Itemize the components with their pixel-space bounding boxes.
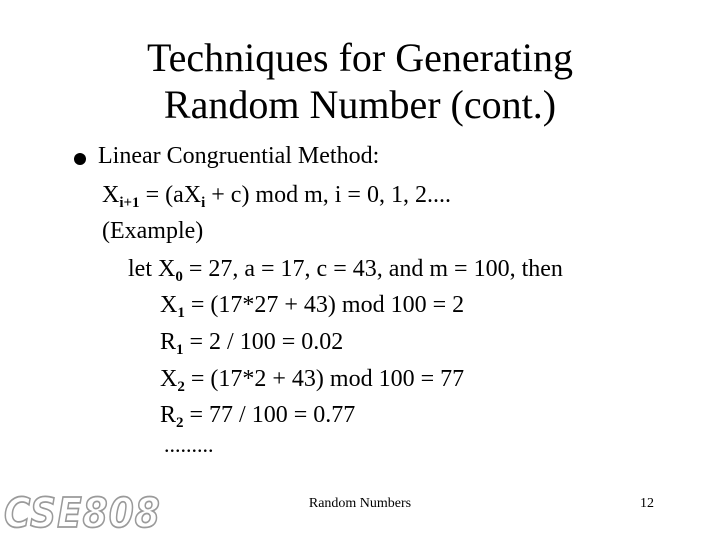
formula-sub-next: i+1 xyxy=(119,195,140,211)
step-text: = 2 / 100 = 0.02 xyxy=(183,329,344,355)
step-line-2 xyxy=(160,329,343,356)
formula-rest: + c) mod m, i = 0, 1, 2.... xyxy=(205,182,451,208)
let-sub: 0 xyxy=(175,269,183,285)
let-rest: = 27, a = 17, c = 43, and m = 100, then xyxy=(182,256,563,282)
formula-x: X xyxy=(102,182,120,208)
step-line-4 xyxy=(160,402,355,429)
step-text: = (17*2 + 43) mod 100 = 77 xyxy=(184,366,465,392)
step-var: X xyxy=(160,366,178,392)
step-sub: 1 xyxy=(177,305,185,321)
step-var: R xyxy=(160,402,177,428)
footer-title: Random Numbers xyxy=(308,496,412,511)
step-line-3 xyxy=(160,366,464,393)
step-text: = 77 / 100 = 0.77 xyxy=(183,402,356,428)
example-label: (Example) xyxy=(102,218,204,244)
formula-line xyxy=(102,182,451,209)
step-var: R xyxy=(160,329,177,355)
step-text: = (17*27 + 43) mod 100 = 2 xyxy=(184,292,465,318)
page-number: 12 xyxy=(640,496,654,511)
let-line xyxy=(128,256,563,283)
step-sub: 2 xyxy=(177,379,185,395)
slide-title xyxy=(0,34,720,128)
step-line-1 xyxy=(160,292,464,319)
course-logo: CSE808 xyxy=(4,490,161,538)
step-sub: 2 xyxy=(176,415,184,431)
formula-sub-i: i xyxy=(201,195,206,211)
method-heading: Linear Congruential Method: xyxy=(98,143,380,169)
step-sub: 1 xyxy=(176,342,184,358)
ellipsis: ......... xyxy=(164,432,214,457)
step-var: X xyxy=(160,292,178,318)
let-prefix: let X xyxy=(128,256,176,282)
bullet-icon xyxy=(74,153,86,165)
formula-mid: = (aX xyxy=(139,182,202,208)
title-line-2: Random Number (cont.) xyxy=(163,82,557,127)
title-line-1: Techniques for Generating xyxy=(147,35,573,80)
